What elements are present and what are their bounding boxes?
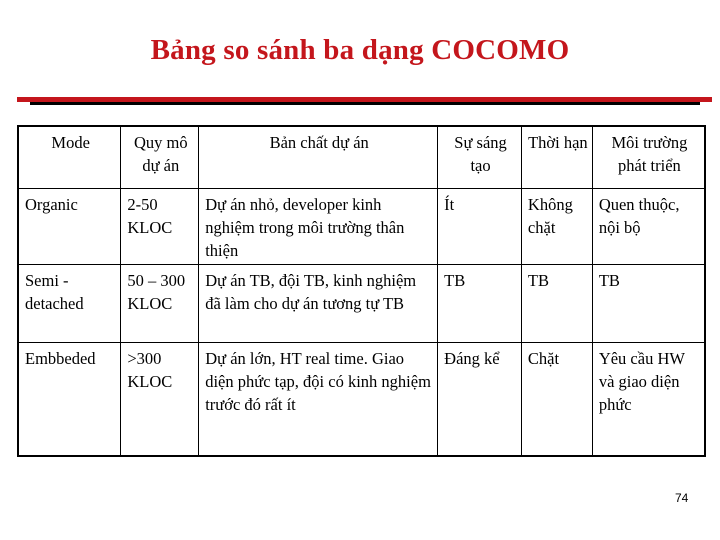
- title-underline-black: [30, 102, 700, 105]
- cell-deadline: Chặt: [521, 342, 592, 456]
- cell-mode: Semi - detached: [18, 264, 121, 342]
- cell-nature: Dự án nhỏ, developer kinh nghiệm trong môi trường thân thiện: [199, 188, 438, 264]
- table-row: [18, 188, 705, 264]
- cell-environment: Yêu cầu HW và giao diện phức: [592, 342, 705, 456]
- table-header-row: [18, 126, 705, 188]
- cell-mode: Organic: [18, 188, 121, 264]
- cell-innovation: Ít: [438, 188, 522, 264]
- cell-environment: Quen thuộc, nội bộ: [592, 188, 705, 264]
- header-innovation: Sự sáng tạo: [438, 126, 522, 188]
- cell-nature: Dự án TB, đội TB, kinh nghiệm đã làm cho dự án tương tự TB: [199, 264, 438, 342]
- table-row: [18, 264, 705, 342]
- header-dev-environment: Môi trường phát triển: [592, 126, 705, 188]
- cell-deadline: TB: [521, 264, 592, 342]
- header-project-size: Quy mô dự án: [121, 126, 199, 188]
- header-deadline: Thời hạn: [521, 126, 592, 188]
- cell-deadline: Không chặt: [521, 188, 592, 264]
- cell-innovation: TB: [438, 264, 522, 342]
- table-row: [18, 342, 705, 456]
- cell-innovation: Đáng kể: [438, 342, 522, 456]
- header-mode: Mode: [18, 126, 121, 188]
- cocomo-comparison-table: [17, 125, 706, 457]
- cell-nature: Dự án lớn, HT real time. Giao diện phức tạp, đội có kinh nghiệm trước đó rất ít: [199, 342, 438, 456]
- cell-mode: Embbeded: [18, 342, 121, 456]
- header-project-nature: Bản chất dự án: [199, 126, 438, 188]
- cell-size: 50 – 300 KLOC: [121, 264, 199, 342]
- page-number: 74: [675, 491, 689, 505]
- cell-size: 2-50 KLOC: [121, 188, 199, 264]
- cell-environment: TB: [592, 264, 705, 342]
- slide-title: Bảng so sánh ba dạng COCOMO: [150, 34, 570, 66]
- cell-size: >300 KLOC: [121, 342, 199, 456]
